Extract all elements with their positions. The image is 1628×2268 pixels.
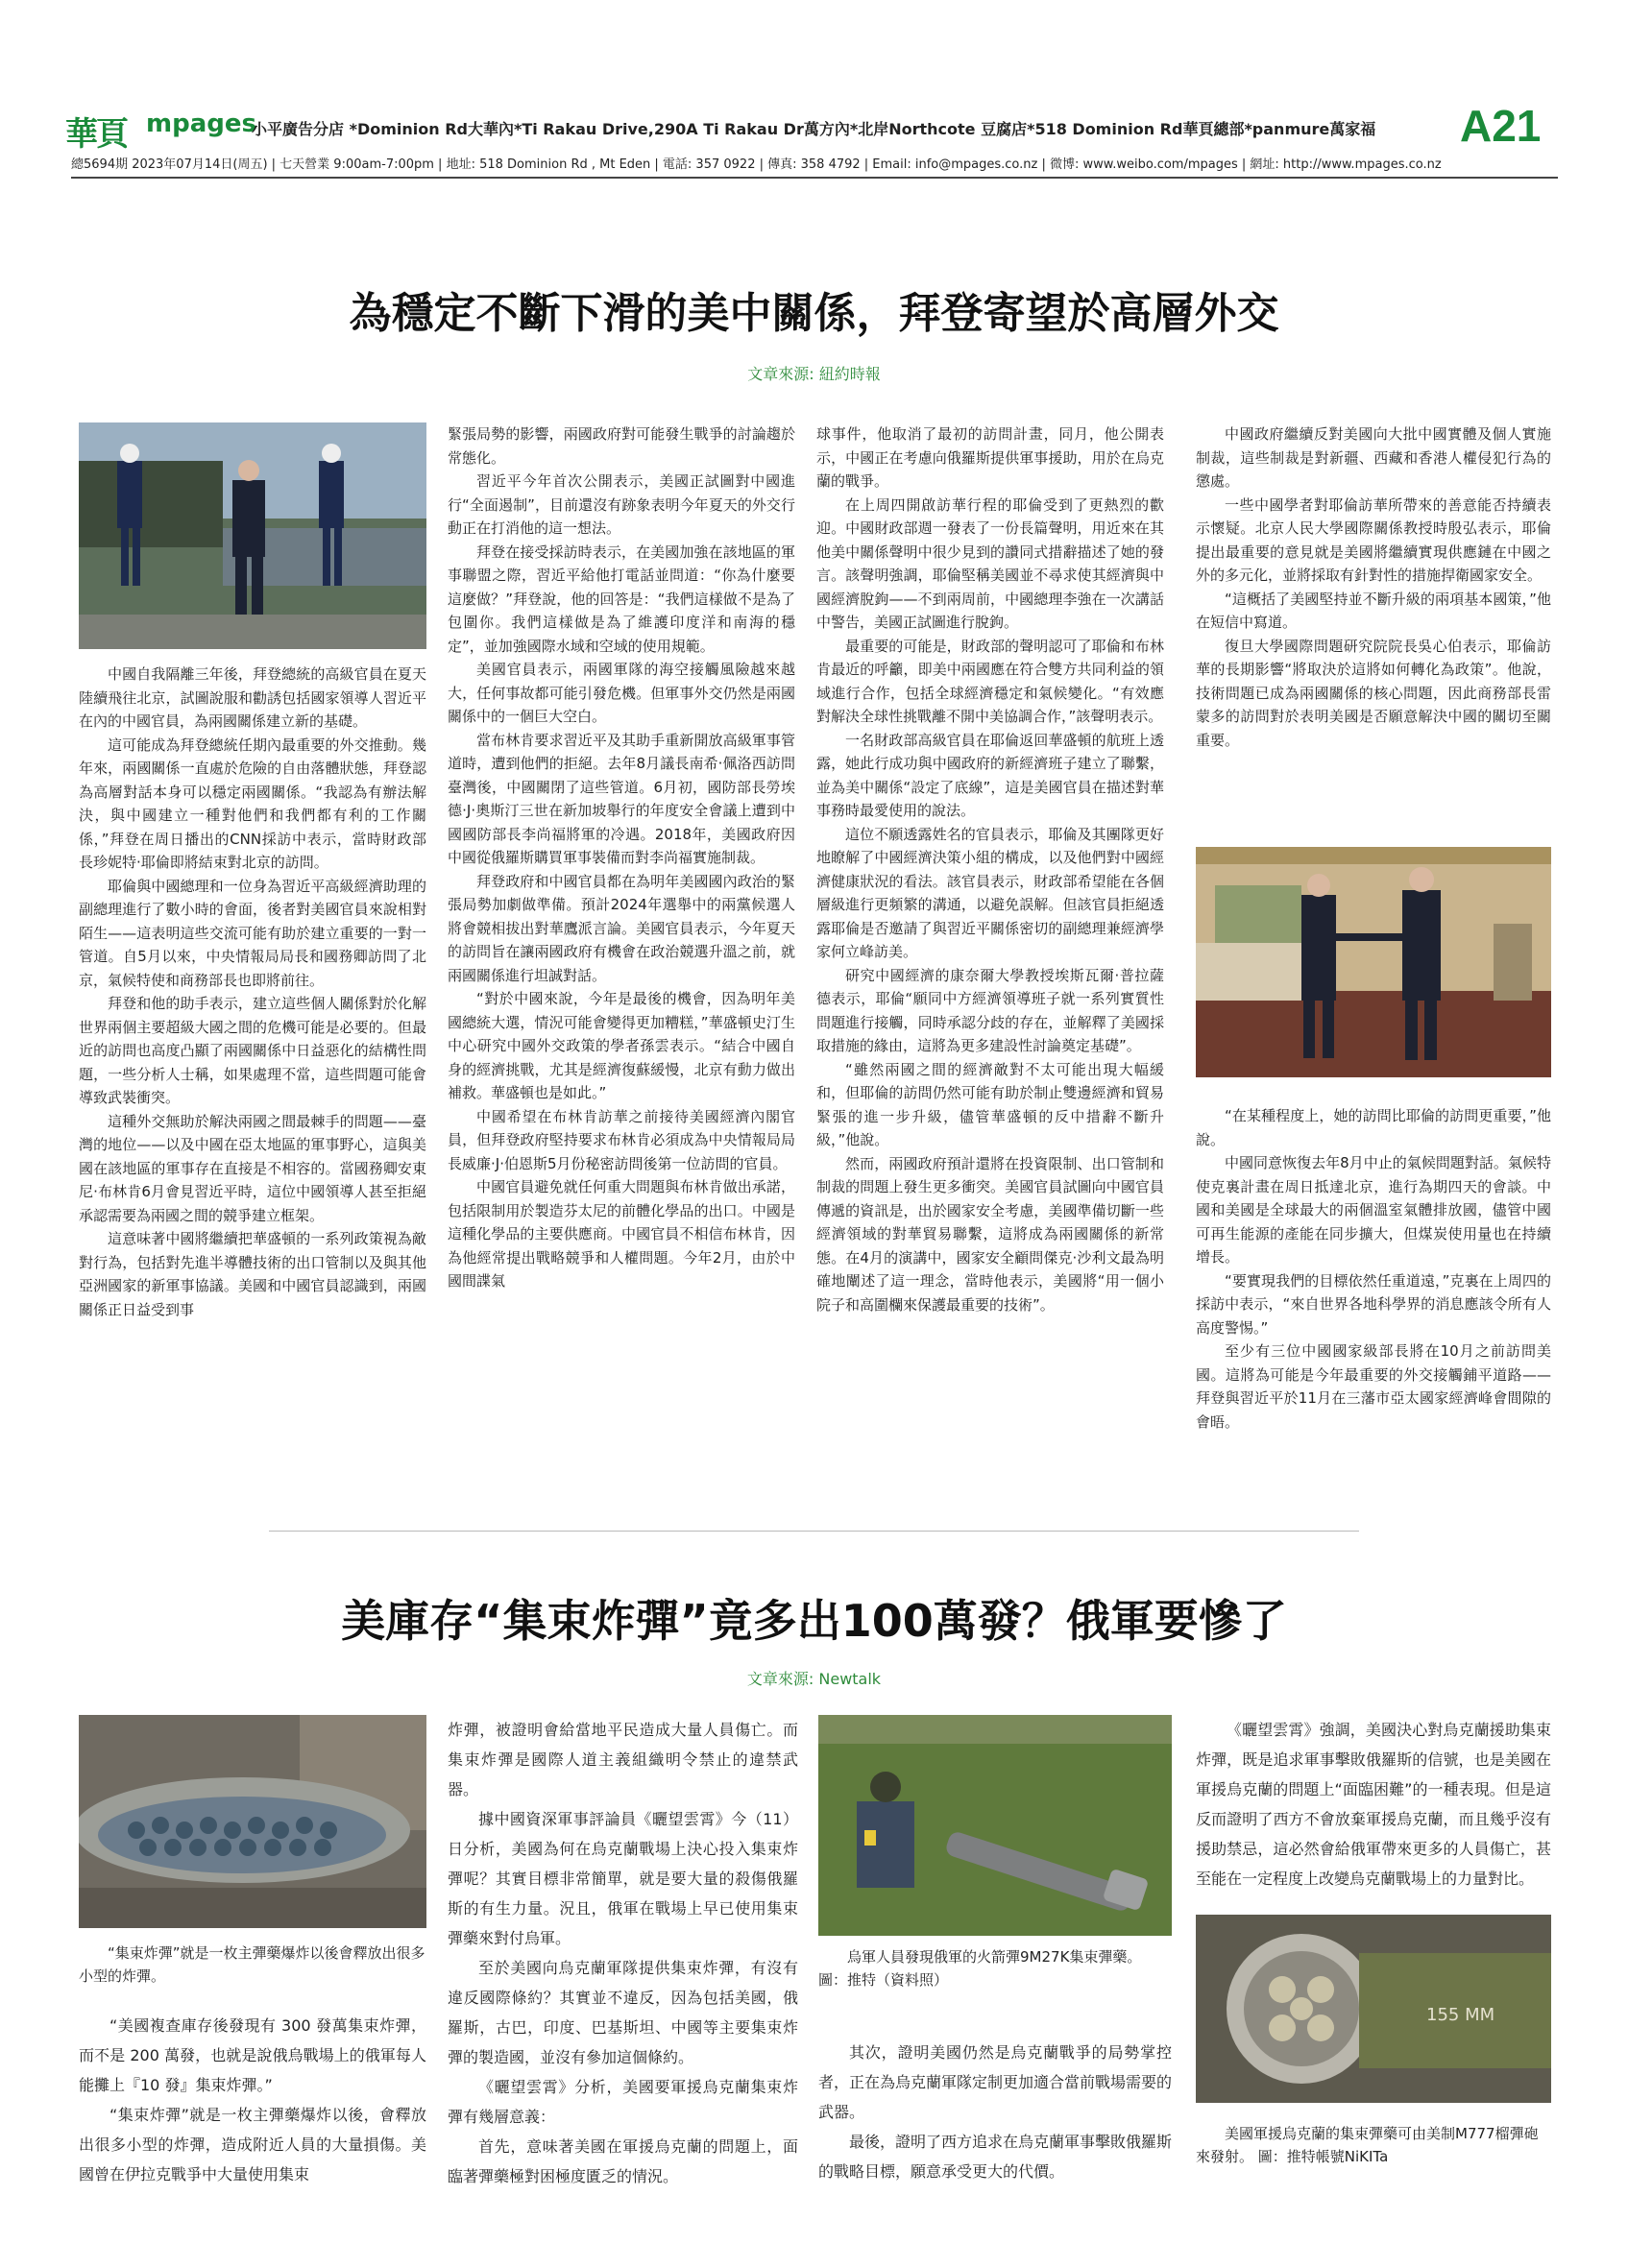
branch-addresses: 小平廣告分店 *Dominion Rd大華內*Ti Rakau Drive,290A Ti Rakau Dr萬方內*北岸Northcote 豆腐店*518 Dominion Rd華頁總部*panmure萬家福 [252, 120, 1376, 138]
masthead-logo: mpages [146, 109, 256, 138]
photo-cluster-bomb [79, 1715, 426, 1928]
svg-text:155 MM: 155 MM [1426, 2005, 1495, 2025]
article-column-1: 中國自我隔離三年後，拜登總統的高級官員在夏天陸續飛往北京，試圖說服和勸誘包括國家領導人習近平在內的中國官員，為兩國關係建立新的基礎。 這可能成為拜登總統任期內最重要的外交推動。幾年來，兩國關係一直處於危險的自由落體狀態，拜登認為高層對話本身可以穩定兩國關係。“我認為有辦法解決，與中國建立一種對他們和我們都有利的工作關係，”拜登在周日播出的CNN採訪中表示，當時財政部長珍妮特·耶倫即將結束對北京的訪問。 耶倫與中國總理和一位身為習近平高級經濟助理的副總理進行了數小時的會面，後者對美國官員來說相對陌生——這表明這些交流可能有助於建立重要的一對一管道。自5月以來，中央情報局局長和國務卿訪問了北京，氣候特使和商務部長也即將前往。 拜登和他的助手表示，建立這些個人關係對於化解世界兩個主要超級大國之間的危機可能是必要的。但最近的訪問也高度凸顯了兩國關係中日益惡化的結構性問題，一些分析人士稱，如果處理不當，這些問題可能會導致武裝衝突。 這種外交無助於解決兩國之間最棘手的問題——臺灣的地位——以及中國在亞太地區的軍事野心，這與美國在該地區的軍事存在直接是不相容的。當國務卿安東尼·布林肯6月會見習近平時，這位中國領導人甚至拒絕承認需要為兩國之間的競爭建立框架。 這意味著中國將繼續把華盛頓的一系列政策視為敵對行為，包括對先進半導體技術的出口管制以及與其他亞洲國家的新軍事協議。美國和中國官員認識到，兩國關係正日益受到事 [79, 665, 426, 1318]
photo-artillery-shell [1196, 1915, 1551, 2103]
page-number: A21 [1460, 101, 1542, 151]
article-source: 文章來源: 紐約時報 [747, 365, 881, 383]
article-2-column-4: 《曬望雲霄》強調，美國決心對烏克蘭援助集束炸彈，既是追求軍事擊敗俄羅斯的信號，也是美國在軍援烏克蘭的問題上“面臨困難”的一種表現。但是這反而證明了西方不會放棄軍援烏克蘭，而且幾乎沒有援助禁忌，這必然會給俄軍帶來更多的人員傷亡，甚至能在一定程度上改變烏克蘭戰場上的力量對比。 [1196, 1721, 1551, 1888]
article-2-column-3: 其次，證明美國仍然是烏克蘭戰爭的局勢掌控者，正在為烏克蘭軍隊定制更加適合當前戰場需要的武器。 最後，證明了西方追求在烏克蘭軍事擊敗俄羅斯的戰略目標，願意承受更大的代價。 [818, 2043, 1173, 2181]
photo-biden-walking [79, 422, 426, 649]
article-2-source: 文章來源: Newtalk [746, 1670, 882, 1688]
article-2-headline: 美庫存“集束炸彈”竟多出100萬發？俄軍要慘了 [341, 1595, 1287, 1647]
article-headline: 為穩定不斷下滑的美中關係，拜登寄望於高層外交 [349, 289, 1279, 338]
photo-caption-3: 美國軍援烏克蘭的集束彈藥可由美制M777榴彈砲來發射。 圖：推特帳號NiKITa [1196, 2125, 1539, 2165]
photo-handshake [1196, 847, 1551, 1077]
header-rule [71, 177, 1558, 179]
article-column-2: 緊張局勢的影響，兩國政府對可能發生戰爭的討論趨於常態化。 習近平今年首次公開表示，美國正試圖對中國進行“全面遏制”，目前還沒有跡象表明今年夏天的外交行動正在打消他的這一想法。 拜登在接受採訪時表示，在美國加強在該地區的軍事聯盟之際，習近平給他打電話並問道：“你為什麼要這麼做？”拜登說，他的回答是：“我們這樣做不是為了包圍你。我們這樣做是為了維護印度洋和南海的穩定”，並加強國際水域和空域的使用規範。 美國官員表示，兩國軍隊的海空接觸風險越來越大，任何事故都可能引發危機。但軍事外交仍然是兩國關係中的一個巨大空白。 當布林肯要求習近平及其助手重新開放高級軍事管道時，遭到他們的拒絕。去年8月議長南希·佩洛西訪問臺灣後，中國關閉了這些管道。6月初，國防部長勞埃德·J·奧斯汀三世在新加坡舉行的年度安全會議上遭到中國國防部長李尚福將軍的冷遇。2018年，美國政府因中國從俄羅斯購買軍事裝備而對李尚福實施制裁。 拜登政府和中國官員都在為明年美國國內政治的緊張局勢加劇做準備。預計2024年選舉中的兩黨候選人將會競相拔出對華鷹派言論。美國官員表示，今年夏天的訪問旨在讓兩國政府有機會在政治競選升溫之前，就兩國關係進行坦誠對話。 “對於中國來說，今年是最後的機會，因為明年美國總統大選，情況可能會變得更加糟糕，”華盛頓史汀生中心研究中國外交政策的學者孫雲表示。“結合中國自身的經濟挑戰，尤其是經濟復蘇緩慢，北京有動力做出補救。華盛頓也是如此。” 中國希望在布林肯訪華之前接待美國經濟內閣官員，但拜登政府堅持要求布林肯必須成為中央情報局局長威廉·J·伯恩斯5月份秘密訪問後第一位訪問的官員。 中國官員避免就任何重大問題與布林肯做出承諾，包括限制用於製造芬太尼的前體化學品的出口。中國是這種化學品的主要供應商。中國官員不相信布林肯，因為他經常提出戰略競爭和人權問題。今年2月，由於中國間諜氣 [448, 425, 795, 1290]
issue-info-line: 總5694期 2023年07月14日(周五) | 七天營業 9:00am-7:00pm | 地址: 518 Dominion Rd , Mt Eden | 電話: 357 0922 | 傳真: 358 4792 | Email: info@mpages.co.nz | 微博: www.weibo.com/mpages | 網址: http://www.mpages.co.nz [71, 157, 1442, 172]
article-separator [269, 1531, 1359, 1532]
article-2-column-1: “美國複查庫存後發現有 300 發萬集束炸彈，而不是 200 萬發，也就是說俄烏戰場上的俄軍每人能攤上『10 發』集束炸彈。” “集束炸彈”就是一枚主彈藥爆炸以後，會釋放出很多小型的炸彈，造成附近人員的大量損傷。美國曾在伊拉克戰爭中大量使用集束 [79, 2016, 426, 2184]
article-2-column-2: 炸彈，被證明會給當地平民造成大量人員傷亡。而集束炸彈是國際人道主義組織明令禁止的違禁武器。 據中國資深軍事評論員《曬望雲霄》今（11）日分析，美國為何在烏克蘭戰場上決心投入集束炸彈呢？其實目標非常簡單，就是要大量的殺傷俄羅斯的有生力量。況且，俄軍在戰場上早已使用集束彈藥來對付烏軍。 至於美國向烏克蘭軍隊提供集束炸彈，有沒有違反國際條約？其實並不違反，因為包括美國，俄羅斯，古巴，印度、巴基斯坦、中國等主要集束炸彈的製造國，並沒有參加這個條約。 《曬望雲霄》分析，美國要軍援烏克蘭集束炸彈有幾層意義： 首先，意味著美國在軍援烏克蘭的問題上，面臨著彈藥極對困極度匱乏的情況。 [448, 1721, 798, 2185]
photo-caption-2: 烏軍人員發現俄軍的火箭彈9M27K集束彈藥。 圖：推特（資料照） [818, 1948, 1142, 1989]
article-column-4-bottom: “在某種程度上，她的訪問比耶倫的訪問更重要，”他說。 中國同意恢復去年8月中止的氣候問題對話。氣候特使克裏計畫在周日抵達北京，進行為期四天的會談。中國和美國是全球最大的兩個溫室氣體排放國，儘管中國可再生能源的產能在同步擴大，但煤炭使用量也在持續增長。 “要實現我們的目標依然任重道遠，”克裏在上周四的採訪中表示，“來自世界各地科學界的消息應該令所有人高度警惕。” 至少有三位中國國家級部長將在10月之前訪問美國。這將為可能是今年最重要的外交接觸鋪平道路——拜登與習近平於11月在三藩市亞太國家經濟峰會間隙的會晤。 [1196, 1107, 1551, 1431]
article-column-4-top: 中國政府繼續反對美國向大批中國實體及個人實施制裁，這些制裁是對新疆、西藏和香港人權侵犯行為的懲處。 一些中國學者對耶倫訪華所帶來的善意能否持續表示懷疑。北京人民大學國際關係教授時殷弘表示，耶倫提出最重要的意見就是美國將繼續實現供應鏈在中國之外的多元化，並將採取有針對性的措施捍衛國家安全。 “這概括了美國堅持並不斷升級的兩項基本國策，”他在短信中寫道。 復旦大學國際問題研究院院長吳心伯表示，耶倫訪華的長期影響“將取決於這將如何轉化為政策”。他說，技術問題已成為兩國關係的核心問題，因此商務部長雷蒙多的訪問對於表明美國是否願意解決中國的關切至關重要。 [1196, 425, 1551, 749]
masthead-logo-chinese: 華頁 [65, 115, 127, 154]
photo-caption-1: “集束炸彈”就是一枚主彈藥爆炸以後會釋放出很多小型的炸彈。 [79, 1944, 425, 1985]
article-column-3: 球事件，他取消了最初的訪問計畫，同月，他公開表示，中國正在考慮向俄羅斯提供軍事援助，用於在烏克蘭的戰爭。 在上周四開啟訪華行程的耶倫受到了更熱烈的歡迎。中國財政部週一發表了一份長篇聲明，用近來在其他美中關係聲明中很少見到的讚同式措辭描述了她的發言。該聲明強調，耶倫堅稱美國並不尋求使其經濟與中國經濟脫鉤——不到兩周前，中國總理李強在一次講話中警告，美國正試圖進行脫鉤。 最重要的可能是，財政部的聲明認可了耶倫和布林肯最近的呼籲，即美中兩國應在符合雙方共同利益的領域進行合作，包括全球經濟穩定和氣候變化。“有效應對解決全球性挑戰離不開中美協調合作，”該聲明表示。 一名財政部高級官員在耶倫返回華盛頓的航班上透露，她此行成功與中國政府的新經濟班子建立了聯繫，並為美中關係“設定了底線”，這是美國官員在描述對華事務時最愛使用的說法。 這位不願透露姓名的官員表示，耶倫及其團隊更好地瞭解了中國經濟決策小組的構成，以及他們對中國經濟健康狀況的看法。該官員表示，財政部希望能在各個層級進行更頻繁的溝通，以避免誤解。但該官員拒絕透露耶倫是否邀請了與習近平關係密切的副總理兼經濟學家何立峰訪美。 研究中國經濟的康奈爾大學教授埃斯瓦爾·普拉薩德表示，耶倫“願同中方經濟領導班子就一系列實質性問題進行接觸，同時承認分歧的存在，並解釋了美國採取措施的緣由，這將為更多建設性討論奠定基礎”。 “雖然兩國之間的經濟敵對不太可能出現大幅緩和，但耶倫的訪問仍然可能有助於制止雙邊經濟和貿易緊張的進一步升級，儘管華盛頓的反中措辭不斷升級，”他說。 然而，兩國政府預計還將在投資限制、出口管制和制裁的問題上發生更多衝突。美國官員試圖向中國官員傳遞的資訊是，出於國家安全考慮，美國準備切斷一些經濟領域的對華貿易聯繫，這將成為兩國關係的新常態。在4月的演講中，國家安全顧問傑克·沙利文最為明確地闡述了這一理念，當時他表示，美國將“用一個小院子和高圍欄來保護最重要的技術”。 [816, 425, 1164, 1314]
photo-soldier-munition [818, 1715, 1172, 1936]
